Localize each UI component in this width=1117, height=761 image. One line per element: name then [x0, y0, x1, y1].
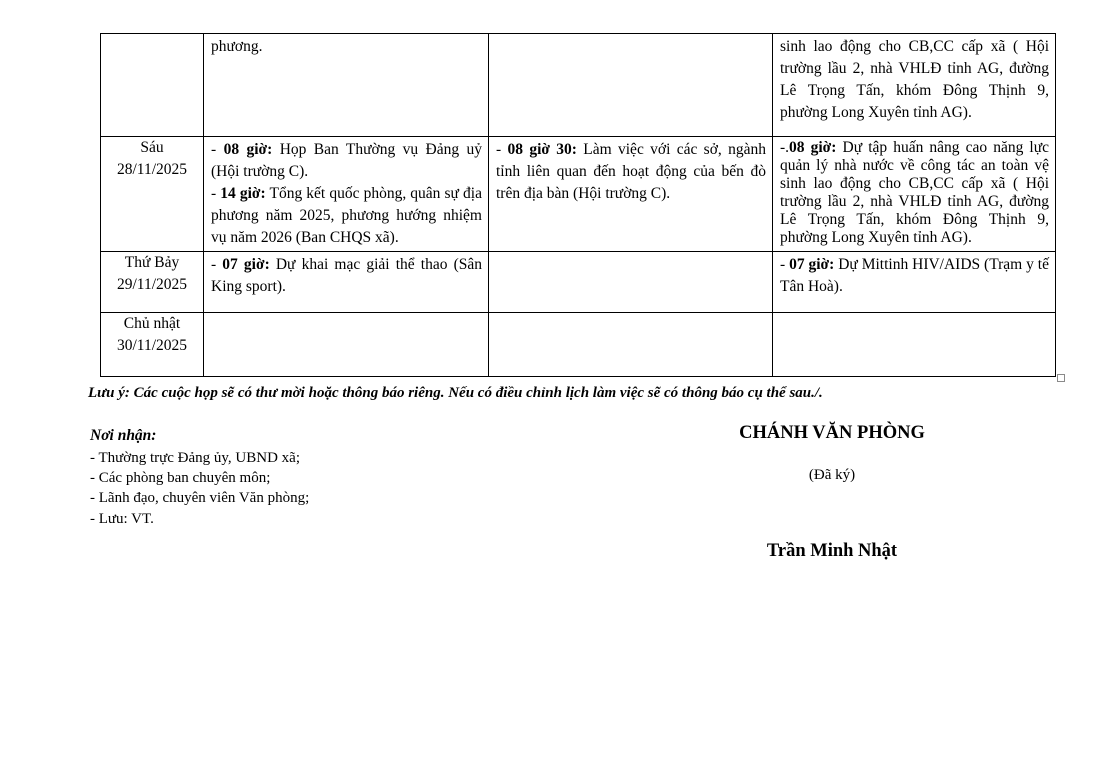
table-row [101, 34, 1056, 137]
note-line [88, 385, 823, 402]
day-label: Sáu [140, 139, 164, 156]
signed-note: (Đã ký) [808, 467, 856, 483]
schedule-cell-afternoon [489, 34, 773, 137]
schedule-cell-afternoon [489, 137, 773, 252]
signature-title: CHÁNH VĂN PHÒNG [739, 423, 925, 443]
day-label: Chủ nhật [123, 315, 181, 332]
schedule-cell-morning [204, 137, 489, 252]
recipient-item: - Các phòng ban chuyên môn; [90, 470, 271, 487]
schedule-entry: sinh lao động cho CB,CC cấp xã ( Hội trường lầu 2, nhà VHLĐ tỉnh AG, đường Lê Trọng Tấn, khóm Đông Thịnh 9, phường Long Xuyên tỉnh AG). [780, 38, 1049, 121]
signer-name: Trần Minh Nhật [766, 541, 898, 561]
signature-block [637, 422, 1027, 563]
schedule-cell-other [773, 252, 1056, 313]
recipient-item: - Thường trực Đảng ủy, UBND xã; [90, 450, 300, 466]
recipient-item: - Lưu: VT. [90, 510, 154, 527]
table-row [101, 252, 1056, 313]
day-cell-continuation [101, 34, 204, 137]
schedule-entry: - 14 giờ: Tổng kết quốc phòng, quân sự địa phương năm 2025, phương hướng nhiệm vụ năm 2026 (Ban CHQS xã). [211, 185, 482, 246]
recipient-item: - Lãnh đạo, chuyên viên Văn phòng; [90, 490, 310, 507]
schedule-entry: -.08 giờ: Dự tập huấn nâng cao năng lực quản lý nhà nước về công tác an toàn vệ sinh lao động cho CB,CC cấp xã ( Hội trường lầu 2, nhà VHLĐ tỉnh AG, đường Lê Trọng Tấn, khóm Đông Thịnh 9, phường Long Xuyên tỉnh AG). [780, 139, 1049, 246]
schedule-entry: - 07 giờ: Dự khai mạc giải thể thao (Sân King sport). [211, 256, 482, 295]
schedule-table [100, 33, 1056, 377]
table-row [101, 137, 1056, 252]
schedule-entry: - 08 giờ: Họp Ban Thường vụ Đảng uỷ (Hội trường C). [211, 141, 482, 180]
schedule-cell-other [773, 313, 1056, 377]
schedule-cell-morning [204, 252, 489, 313]
table-resize-handle[interactable] [1057, 374, 1065, 382]
schedule-cell-morning [204, 34, 489, 137]
day-label: Thứ Bảy [124, 254, 180, 271]
day-date: 29/11/2025 [116, 276, 188, 293]
recipients-heading: Nơi nhận: [90, 427, 157, 444]
schedule-cell-other [773, 34, 1056, 137]
day-date: 28/11/2025 [116, 161, 188, 178]
schedule-cell-afternoon [489, 252, 773, 313]
schedule-entry: - 08 giờ 30: Làm việc với các sở, ngành tỉnh liên quan đến hoạt động của bến đò trên địa bàn (Hội trường C). [496, 141, 766, 202]
day-cell-friday [101, 137, 204, 252]
day-date: 30/11/2025 [116, 337, 188, 354]
schedule-cell-other [773, 137, 1056, 252]
note-label: Lưu ý: [88, 385, 130, 401]
day-cell-sunday [101, 313, 204, 377]
schedule-cell-afternoon [489, 313, 773, 377]
day-cell-saturday [101, 252, 204, 313]
table-row [101, 313, 1056, 377]
note-text: Các cuộc họp sẽ có thư mời hoặc thông báo riêng. Nếu có điều chỉnh lịch làm việc sẽ có thông báo cụ thể sau./. [133, 385, 823, 401]
schedule-entry: phương. [211, 38, 263, 55]
recipients-block [90, 426, 309, 529]
schedule-entry: - 07 giờ: Dự Mittinh HIV/AIDS (Trạm y tế Tân Hoà). [780, 256, 1049, 295]
schedule-cell-morning [204, 313, 489, 377]
